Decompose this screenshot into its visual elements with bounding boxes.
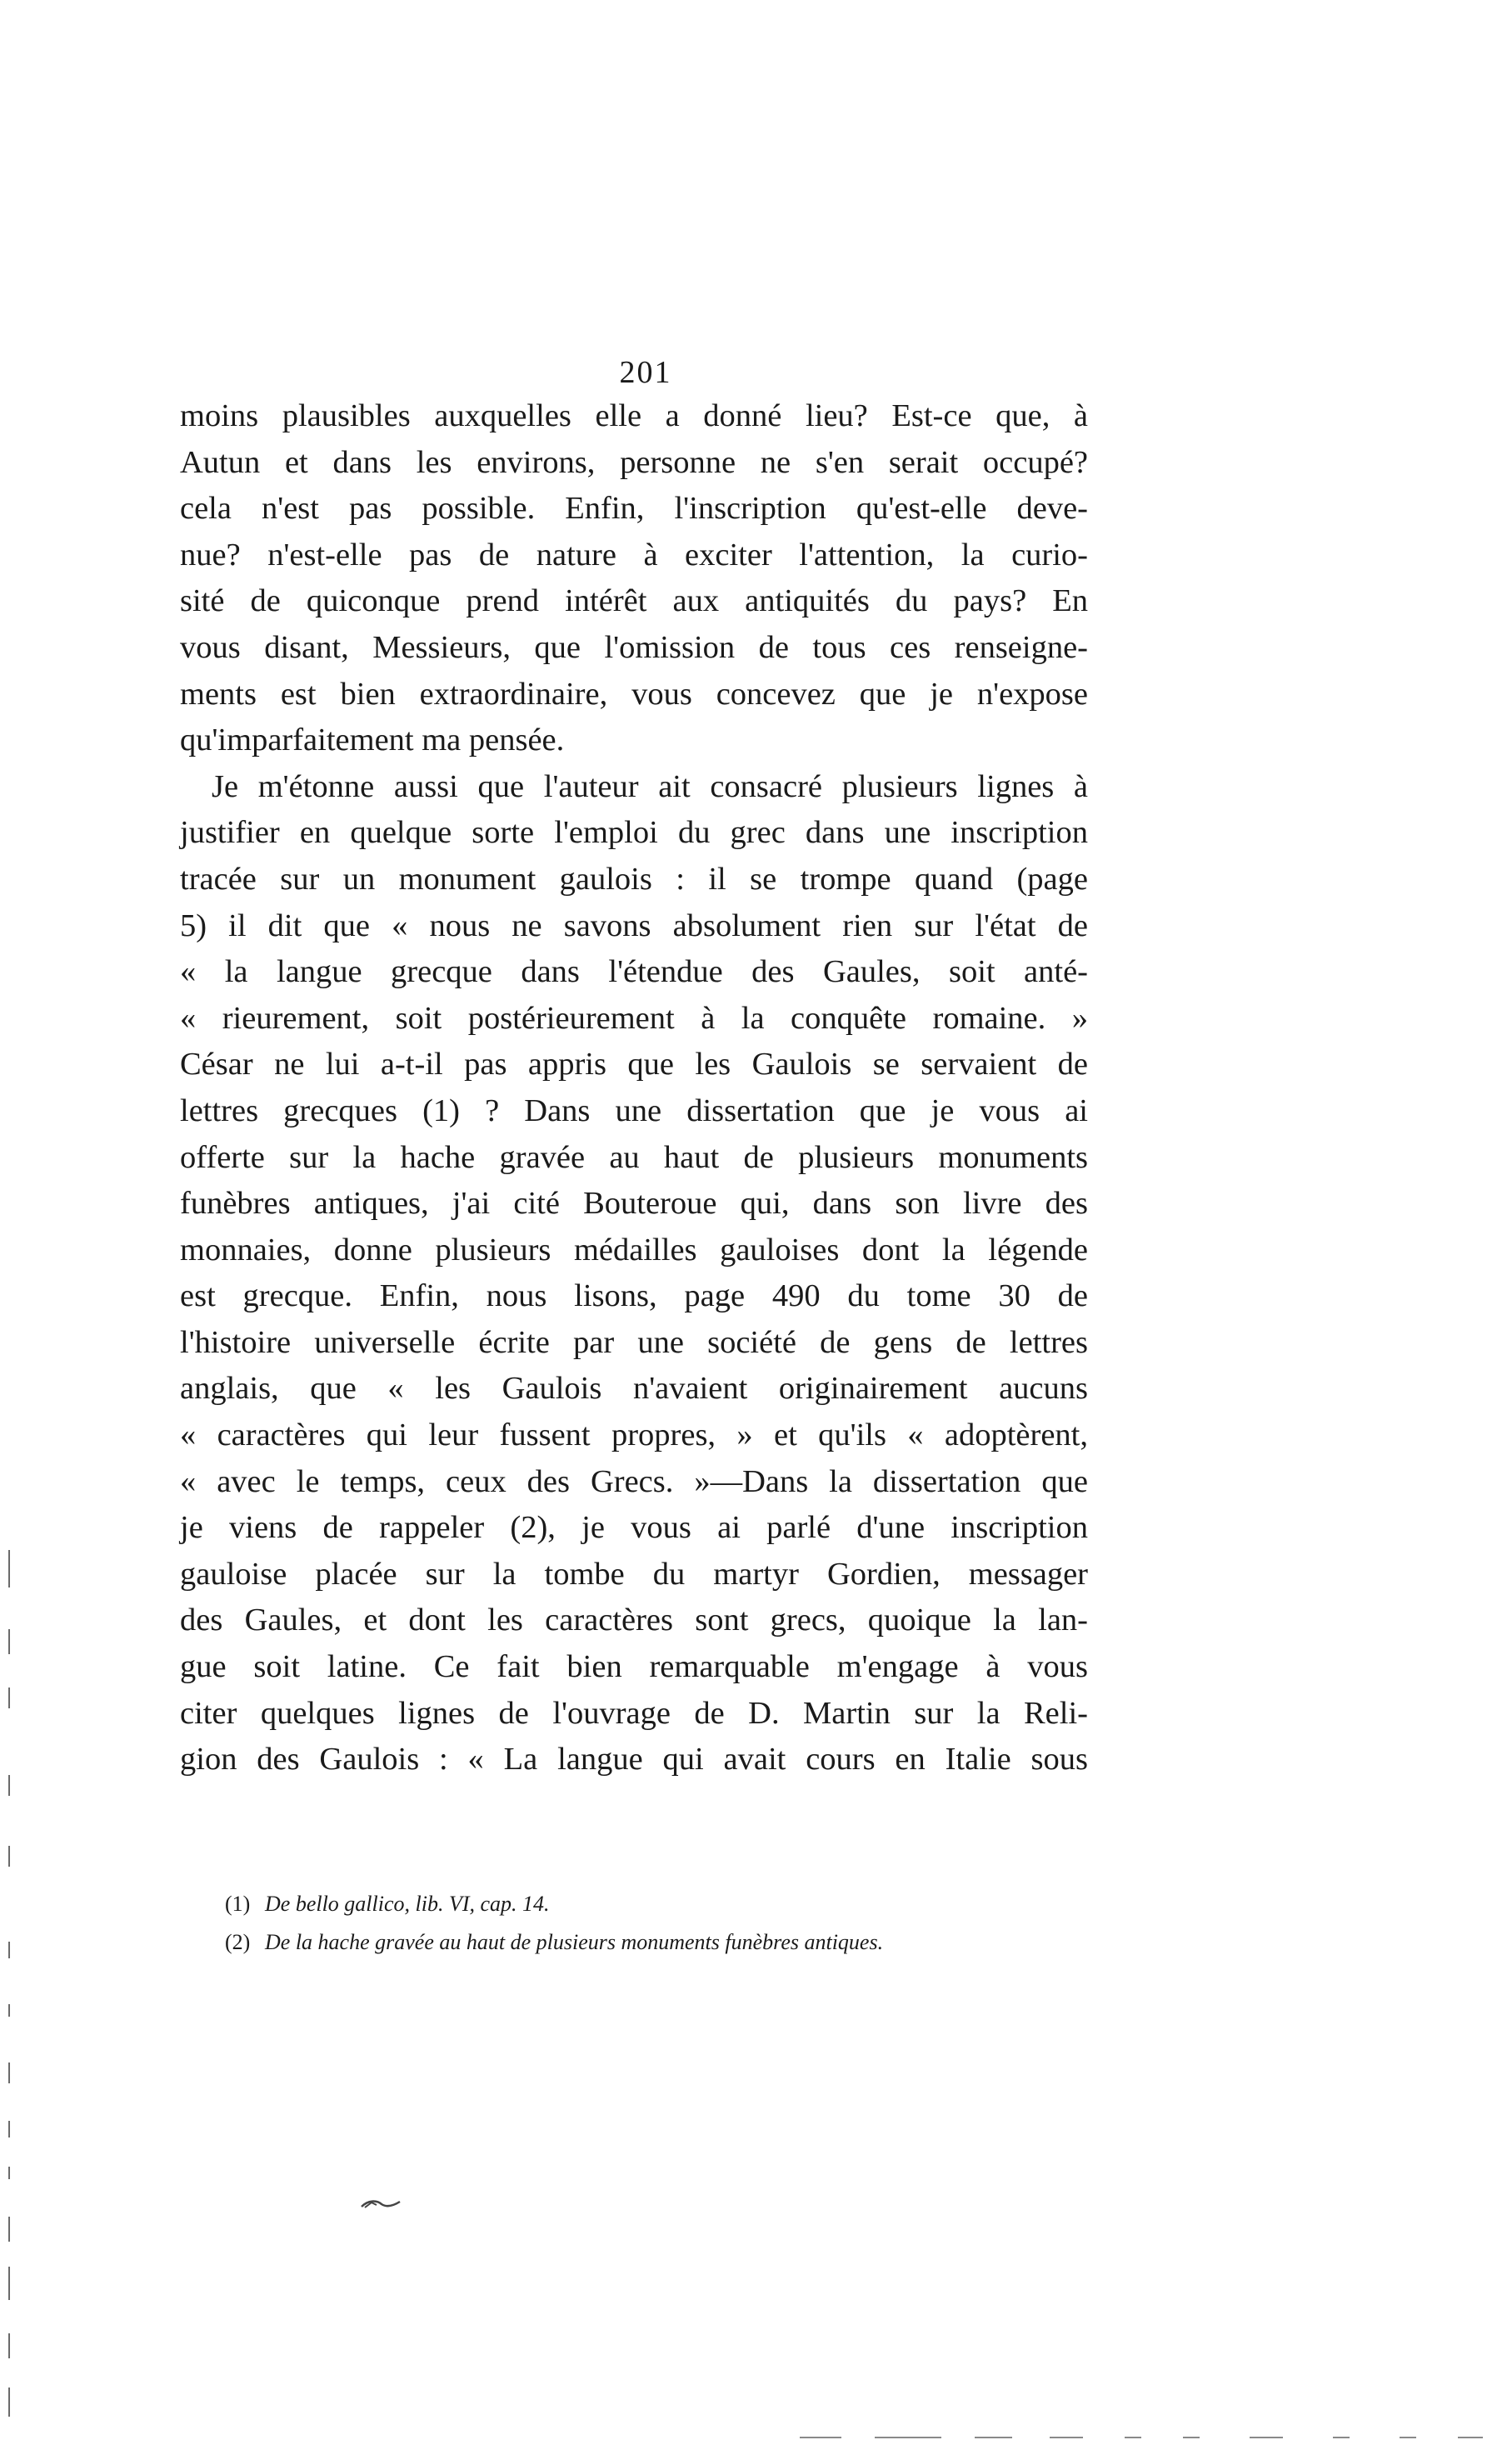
text-line: gue soit latine. Ce fait bien remarquable m'engage à vous: [180, 1649, 1088, 1685]
footnote-text: De bello gallico, lib. VI, cap. 14.: [265, 1892, 550, 1916]
text-line: ments est bien extraordinaire, vous concevez que je n'expose: [180, 676, 1088, 712]
text-line: « rieurement, soit postérieurement à la conquête romaine. »: [180, 1000, 1088, 1036]
text-line: sité de quiconque prend intérêt aux antiquités du pays? En: [180, 583, 1088, 619]
page-number: 201: [619, 355, 672, 390]
text-line: l'histoire universelle écrite par une société de gens de lettres: [180, 1324, 1088, 1360]
footnote: [225, 1923, 1088, 1962]
text-line: funèbres antiques, j'ai cité Bouteroue qui, dans son livre des: [180, 1186, 1088, 1222]
text-line: 5) il dit que « nous ne savons absolument rien sur l'état de: [180, 908, 1088, 943]
text-line: nue? n'est-elle pas de nature à exciter l'attention, la curio-: [180, 537, 1088, 572]
text-line: offerte sur la hache gravée au haut de plusieurs monuments: [180, 1139, 1088, 1175]
text-line: « la langue grecque dans l'étendue des Gaules, soit anté-: [180, 954, 1088, 990]
text-line: lettres grecques (1) ? Dans une dissertation que je vous ai: [180, 1092, 1088, 1128]
text-line: moins plausibles auxquelles elle a donné lieu? Est-ce que, à: [180, 398, 1088, 433]
text-line: monnaies, donne plusieurs médailles gauloises dont la légende: [180, 1232, 1088, 1268]
text-line: « avec le temps, ceux des Grecs. »—Dans la dissertation que: [180, 1463, 1088, 1499]
text-line: gauloise placée sur la tombe du martyr Gordien, messager: [180, 1556, 1088, 1592]
text-line: vous disant, Messieurs, que l'omission de tous ces renseigne-: [180, 629, 1088, 665]
text-line: justifier en quelque sorte l'emploi du grec dans une inscription: [180, 815, 1088, 851]
footnote-text: De la hache gravée au haut de plusieurs monuments funèbres antiques.: [265, 1930, 884, 1954]
text-line: cela n'est pas possible. Enfin, l'inscription qu'est-elle deve-: [180, 491, 1088, 527]
text-line: tracée sur un monument gaulois : il se trompe quand (page: [180, 861, 1088, 897]
text-line: des Gaules, et dont les caractères sont grecs, quoique la lan-: [180, 1602, 1088, 1638]
footnote-ref: (2): [225, 1930, 251, 1954]
text-line: Je m'étonne aussi que l'auteur ait consacré plusieurs lignes à: [212, 768, 1088, 804]
text-line: citer quelques lignes de l'ouvrage de D. Martin sur la Reli-: [180, 1695, 1088, 1731]
footnote: [225, 1885, 1088, 1923]
text-line: César ne lui a-t-il pas appris que les Gaulois se servaient de: [180, 1047, 1088, 1082]
text-line: « caractères qui leur fussent propres, » et qu'ils « adoptèrent,: [180, 1418, 1088, 1453]
text-line: anglais, que « les Gaulois n'avaient originairement aucuns: [180, 1371, 1088, 1407]
text-line: gion des Gaulois : « La langue qui avait cours en Italie sous: [180, 1742, 1088, 1778]
text-line: qu'imparfaitement ma pensée.: [180, 722, 565, 758]
ornament-icon: [360, 2195, 402, 2212]
text-line: est grecque. Enfin, nous lisons, page 490 du tome 30 de: [180, 1278, 1088, 1314]
footnote-ref: (1): [225, 1892, 251, 1916]
text-line: je viens de rappeler (2), je vous ai parlé d'une inscription: [180, 1510, 1088, 1546]
footnotes: [225, 1885, 1088, 1962]
text-line: Autun et dans les environs, personne ne s'en serait occupé?: [180, 444, 1088, 480]
body-text: [180, 393, 1088, 1783]
